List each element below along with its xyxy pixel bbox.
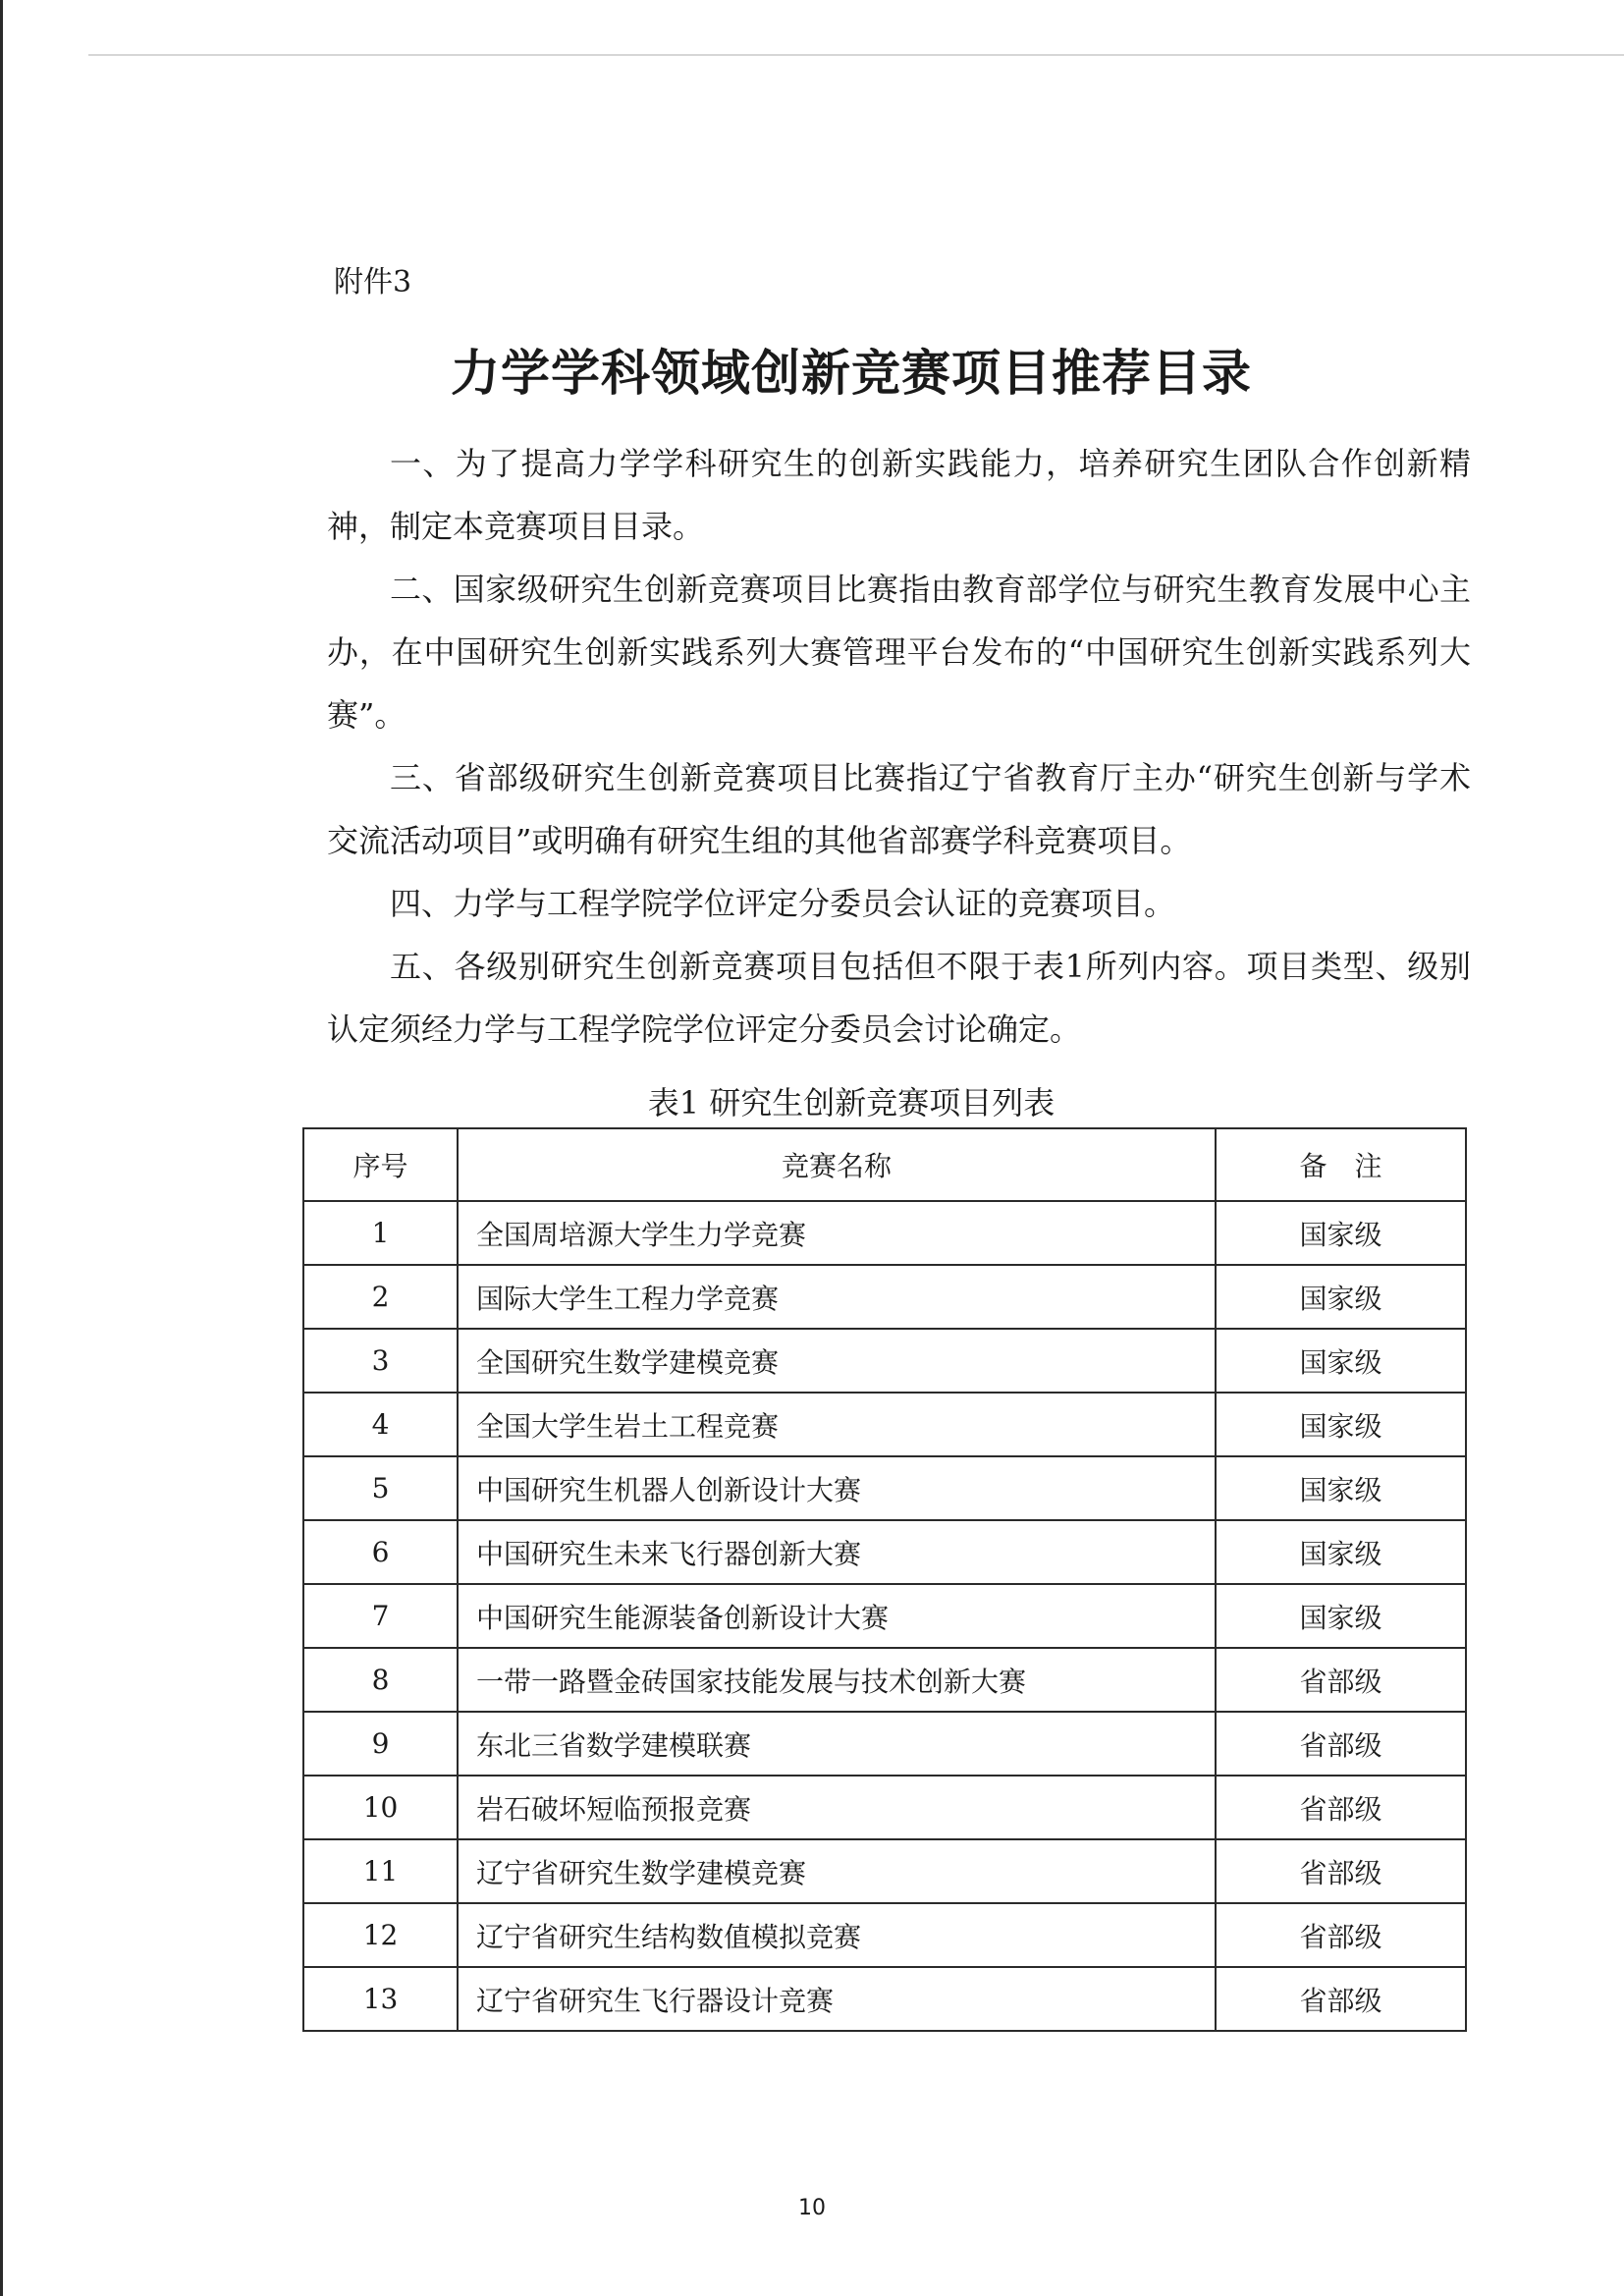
- paragraph-3: 三、省部级研究生创新竞赛项目比赛指辽宁省教育厅主办“研究生创新与学术交流活动项目”或明确有研究生组的其他省部赛学科竞赛项目。: [327, 759, 1471, 859]
- attachment-label: 附件3: [334, 265, 412, 300]
- cell-name: 辽宁省研究生数学建模竞赛: [458, 1839, 1216, 1903]
- cell-name: 中国研究生未来飞行器创新大赛: [458, 1520, 1216, 1584]
- cell-name: 东北三省数学建模联赛: [458, 1712, 1216, 1776]
- cell-no: 7: [303, 1584, 458, 1648]
- table-row: [303, 1648, 1466, 1712]
- cell-no: 8: [303, 1648, 458, 1712]
- header-row: [303, 1128, 1466, 1201]
- cell-note: 国家级: [1216, 1584, 1466, 1648]
- header-note: 备 注: [1216, 1128, 1466, 1201]
- cell-name: 辽宁省研究生结构数值模拟竞赛: [458, 1903, 1216, 1967]
- cell-note: 省部级: [1216, 1839, 1466, 1903]
- cell-name: 中国研究生机器人创新设计大赛: [458, 1456, 1216, 1520]
- cell-name: 全国研究生数学建模竞赛: [458, 1329, 1216, 1393]
- table-row: [303, 1329, 1466, 1393]
- cell-name: 岩石破坏短临预报竞赛: [458, 1776, 1216, 1839]
- cell-no: 9: [303, 1712, 458, 1776]
- cell-no: 10: [303, 1776, 458, 1839]
- table-row: [303, 1967, 1466, 2031]
- cell-name: 全国周培源大学生力学竞赛: [458, 1201, 1216, 1265]
- scan-header-line: [88, 54, 1624, 56]
- table-row: [303, 1456, 1466, 1520]
- table-caption: 表1 研究生创新竞赛项目列表: [647, 1084, 1056, 1121]
- cell-no: 4: [303, 1393, 458, 1456]
- table-row: [303, 1393, 1466, 1456]
- cell-note: 省部级: [1216, 1967, 1466, 2031]
- table-row: [303, 1776, 1466, 1839]
- cell-note: 省部级: [1216, 1776, 1466, 1839]
- cell-no: 3: [303, 1329, 458, 1393]
- cell-no: 2: [303, 1265, 458, 1329]
- page-number: 10: [798, 2196, 826, 2220]
- table-row: [303, 1265, 1466, 1329]
- cell-no: 12: [303, 1903, 458, 1967]
- cell-no: 5: [303, 1456, 458, 1520]
- table-row: [303, 1584, 1466, 1648]
- paragraph-1: 一、为了提高力学学科研究生的创新实践能力，培养研究生团队合作创新精神，制定本竞赛项目目录。: [327, 445, 1471, 545]
- cell-note: 国家级: [1216, 1329, 1466, 1393]
- cell-note: 国家级: [1216, 1456, 1466, 1520]
- header-name: 竞赛名称: [458, 1128, 1216, 1201]
- cell-note: 省部级: [1216, 1903, 1466, 1967]
- cell-no: 11: [303, 1839, 458, 1903]
- body-text: [327, 432, 1471, 1061]
- document-title: 力学学科领域创新竞赛项目推荐目录: [451, 344, 1252, 402]
- cell-name: 国际大学生工程力学竞赛: [458, 1265, 1216, 1329]
- table-body: [303, 1201, 1466, 2031]
- cell-note: 国家级: [1216, 1265, 1466, 1329]
- cell-name: 辽宁省研究生飞行器设计竞赛: [458, 1967, 1216, 2031]
- cell-note: 省部级: [1216, 1712, 1466, 1776]
- cell-name: 中国研究生能源装备创新设计大赛: [458, 1584, 1216, 1648]
- table-row: [303, 1520, 1466, 1584]
- cell-no: 1: [303, 1201, 458, 1265]
- table-row: [303, 1712, 1466, 1776]
- table-row: [303, 1201, 1466, 1265]
- cell-note: 国家级: [1216, 1520, 1466, 1584]
- paragraph-4: 四、力学与工程学院学位评定分委员会认证的竞赛项目。: [390, 885, 1176, 922]
- header-no: 序号: [303, 1128, 458, 1201]
- cell-note: 国家级: [1216, 1393, 1466, 1456]
- table-row: [303, 1839, 1466, 1903]
- cell-no: 13: [303, 1967, 458, 2031]
- cell-name: 一带一路暨金砖国家技能发展与技术创新大赛: [458, 1648, 1216, 1712]
- table-row: [303, 1903, 1466, 1967]
- paragraph-5: 五、各级别研究生创新竞赛项目包括但不限于表1所列内容。项目类型、级别认定须经力学与工程学院学位评定分委员会讨论确定。: [327, 948, 1471, 1048]
- table-header: [303, 1128, 1466, 1201]
- competition-table: [302, 1127, 1467, 2032]
- cell-note: 国家级: [1216, 1201, 1466, 1265]
- paragraph-2: 二、国家级研究生创新竞赛项目比赛指由教育部学位与研究生教育发展中心主办，在中国研究生创新实践系列大赛管理平台发布的“中国研究生创新实践系列大赛”。: [327, 571, 1471, 734]
- cell-name: 全国大学生岩土工程竞赛: [458, 1393, 1216, 1456]
- cell-no: 6: [303, 1520, 458, 1584]
- cell-note: 省部级: [1216, 1648, 1466, 1712]
